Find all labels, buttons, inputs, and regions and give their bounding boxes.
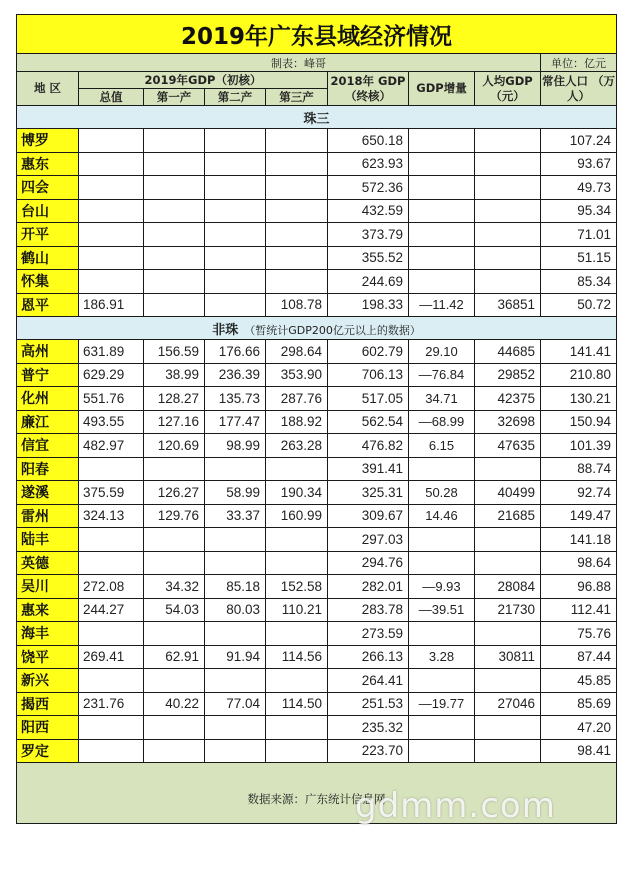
cell-secondary: 33.37 (205, 504, 266, 528)
cell-growth: —68.99 (409, 410, 475, 434)
cell-population: 98.41 (541, 739, 617, 763)
region-cell: 四会 (17, 176, 79, 200)
cell-per-capita: 36851 (475, 293, 541, 317)
cell-total (79, 528, 144, 552)
cell-total: 551.76 (79, 387, 144, 411)
unit-note: 单位：亿元 (541, 54, 617, 72)
table-row (17, 481, 617, 505)
region-cell: 信宜 (17, 434, 79, 458)
cell-total: 493.55 (79, 410, 144, 434)
cell-secondary (205, 457, 266, 481)
cell-tertiary: 298.64 (266, 340, 328, 364)
cell-total: 186.91 (79, 293, 144, 317)
cell-population: 101.39 (541, 434, 617, 458)
cell-gdp2018: 602.79 (328, 340, 409, 364)
cell-growth: 50.28 (409, 481, 475, 505)
region-cell: 英德 (17, 551, 79, 575)
cell-secondary: 77.04 (205, 692, 266, 716)
cell-secondary (205, 223, 266, 247)
cell-gdp2018: 251.53 (328, 692, 409, 716)
header-gdp2018: 2018年 GDP（终核） (328, 72, 409, 106)
table-row (17, 598, 617, 622)
region-cell: 台山 (17, 199, 79, 223)
table-row (17, 199, 617, 223)
cell-primary (144, 246, 205, 270)
cell-per-capita (475, 551, 541, 575)
cell-growth (409, 152, 475, 176)
watermark: gdmm.com (355, 786, 556, 826)
cell-per-capita: 47635 (475, 434, 541, 458)
cell-population: 92.74 (541, 481, 617, 505)
cell-total: 629.29 (79, 363, 144, 387)
region-cell: 遂溪 (17, 481, 79, 505)
header-per-capita: 人均GDP （元） (475, 72, 541, 106)
cell-per-capita: 27046 (475, 692, 541, 716)
cell-gdp2018: 273.59 (328, 622, 409, 646)
region-cell: 惠东 (17, 152, 79, 176)
cell-primary (144, 152, 205, 176)
cell-primary: 128.27 (144, 387, 205, 411)
cell-growth: —11.42 (409, 293, 475, 317)
cell-gdp2018: 650.18 (328, 129, 409, 153)
cell-population: 93.67 (541, 152, 617, 176)
cell-secondary: 58.99 (205, 481, 266, 505)
region-cell: 普宁 (17, 363, 79, 387)
cell-tertiary: 108.78 (266, 293, 328, 317)
cell-primary (144, 293, 205, 317)
cell-population: 51.15 (541, 246, 617, 270)
cell-gdp2018: 355.52 (328, 246, 409, 270)
cell-total: 231.76 (79, 692, 144, 716)
footer-cell (17, 763, 617, 824)
cell-population: 149.47 (541, 504, 617, 528)
cell-tertiary: 353.90 (266, 363, 328, 387)
cell-tertiary: 160.99 (266, 504, 328, 528)
cell-primary (144, 669, 205, 693)
cell-secondary: 85.18 (205, 575, 266, 599)
region-cell: 海丰 (17, 622, 79, 646)
cell-primary: 62.91 (144, 645, 205, 669)
region-cell: 鹤山 (17, 246, 79, 270)
cell-total (79, 457, 144, 481)
cell-per-capita (475, 246, 541, 270)
table-row (17, 622, 617, 646)
cell-per-capita (475, 528, 541, 552)
cell-population: 49.73 (541, 176, 617, 200)
cell-population: 141.18 (541, 528, 617, 552)
cell-tertiary (266, 739, 328, 763)
cell-primary (144, 129, 205, 153)
cell-per-capita (475, 457, 541, 481)
cell-population: 85.34 (541, 270, 617, 294)
table-row (17, 434, 617, 458)
cell-gdp2018: 517.05 (328, 387, 409, 411)
section-header (17, 317, 617, 340)
table-row (17, 457, 617, 481)
cell-growth (409, 716, 475, 740)
cell-growth (409, 223, 475, 247)
header-total: 总值 (79, 89, 144, 106)
cell-growth (409, 199, 475, 223)
cell-per-capita: 44685 (475, 340, 541, 364)
cell-secondary (205, 669, 266, 693)
cell-tertiary (266, 176, 328, 200)
cell-tertiary (266, 246, 328, 270)
cell-total (79, 551, 144, 575)
cell-secondary: 98.99 (205, 434, 266, 458)
cell-tertiary (266, 528, 328, 552)
cell-tertiary: 114.56 (266, 645, 328, 669)
cell-growth: 6.15 (409, 434, 475, 458)
cell-tertiary (266, 129, 328, 153)
cell-per-capita: 28084 (475, 575, 541, 599)
data-source: 数据来源：广东统计信息网 (247, 792, 386, 806)
cell-primary (144, 551, 205, 575)
table-row (17, 504, 617, 528)
cell-gdp2018: 282.01 (328, 575, 409, 599)
cell-primary (144, 457, 205, 481)
cell-gdp2018: 391.41 (328, 457, 409, 481)
cell-gdp2018: 283.78 (328, 598, 409, 622)
cell-secondary (205, 176, 266, 200)
cell-primary: 38.99 (144, 363, 205, 387)
region-cell: 雷州 (17, 504, 79, 528)
header-primary: 第一产 (144, 89, 205, 106)
region-cell: 廉江 (17, 410, 79, 434)
cell-gdp2018: 235.32 (328, 716, 409, 740)
cell-per-capita (475, 129, 541, 153)
cell-total: 244.27 (79, 598, 144, 622)
cell-secondary: 236.39 (205, 363, 266, 387)
cell-gdp2018: 223.70 (328, 739, 409, 763)
cell-primary: 129.76 (144, 504, 205, 528)
cell-gdp2018: 198.33 (328, 293, 409, 317)
cell-total (79, 176, 144, 200)
cell-secondary (205, 129, 266, 153)
cell-total (79, 199, 144, 223)
cell-secondary (205, 622, 266, 646)
section-label: 非珠 (212, 322, 239, 338)
header-region: 地 区 (17, 72, 79, 106)
cell-population: 150.94 (541, 410, 617, 434)
cell-primary (144, 223, 205, 247)
region-cell: 惠来 (17, 598, 79, 622)
region-cell: 开平 (17, 223, 79, 247)
table-row (17, 340, 617, 364)
cell-gdp2018: 264.41 (328, 669, 409, 693)
cell-total: 324.13 (79, 504, 144, 528)
cell-growth (409, 669, 475, 693)
cell-growth: 14.46 (409, 504, 475, 528)
cell-tertiary: 263.28 (266, 434, 328, 458)
cell-secondary (205, 270, 266, 294)
cell-growth (409, 457, 475, 481)
cell-population: 87.44 (541, 645, 617, 669)
table-row (17, 575, 617, 599)
region-cell: 博罗 (17, 129, 79, 153)
cell-per-capita (475, 622, 541, 646)
cell-per-capita: 21730 (475, 598, 541, 622)
table-row (17, 551, 617, 575)
cell-tertiary: 287.76 (266, 387, 328, 411)
cell-tertiary: 152.58 (266, 575, 328, 599)
cell-total (79, 716, 144, 740)
table-row (17, 410, 617, 434)
cell-total (79, 223, 144, 247)
cell-growth (409, 270, 475, 294)
region-cell: 揭西 (17, 692, 79, 716)
region-cell: 怀集 (17, 270, 79, 294)
cell-secondary (205, 293, 266, 317)
region-cell: 吴川 (17, 575, 79, 599)
region-cell: 新兴 (17, 669, 79, 693)
table-row (17, 716, 617, 740)
cell-primary: 126.27 (144, 481, 205, 505)
cell-primary: 120.69 (144, 434, 205, 458)
cell-growth (409, 528, 475, 552)
cell-tertiary: 114.50 (266, 692, 328, 716)
table-row (17, 152, 617, 176)
cell-secondary (205, 528, 266, 552)
table-row (17, 270, 617, 294)
cell-per-capita (475, 716, 541, 740)
cell-total: 482.97 (79, 434, 144, 458)
cell-gdp2018: 476.82 (328, 434, 409, 458)
header-secondary: 第二产 (205, 89, 266, 106)
footer-row (17, 763, 617, 824)
cell-gdp2018: 562.54 (328, 410, 409, 434)
cell-population: 95.34 (541, 199, 617, 223)
cell-population: 130.21 (541, 387, 617, 411)
cell-secondary: 135.73 (205, 387, 266, 411)
table-row (17, 363, 617, 387)
cell-primary (144, 622, 205, 646)
region-cell: 恩平 (17, 293, 79, 317)
cell-population: 71.01 (541, 223, 617, 247)
cell-total: 269.41 (79, 645, 144, 669)
cell-secondary: 176.66 (205, 340, 266, 364)
cell-tertiary (266, 669, 328, 693)
section-label: 珠三 (303, 111, 330, 127)
cell-primary (144, 270, 205, 294)
cell-per-capita: 29852 (475, 363, 541, 387)
cell-primary: 127.16 (144, 410, 205, 434)
cell-tertiary (266, 199, 328, 223)
cell-gdp2018: 266.13 (328, 645, 409, 669)
cell-total (79, 622, 144, 646)
cell-secondary (205, 199, 266, 223)
cell-gdp2018: 623.93 (328, 152, 409, 176)
cell-gdp2018: 432.59 (328, 199, 409, 223)
cell-tertiary: 110.21 (266, 598, 328, 622)
region-cell: 饶平 (17, 645, 79, 669)
cell-tertiary (266, 270, 328, 294)
cell-population: 88.74 (541, 457, 617, 481)
cell-growth: —39.51 (409, 598, 475, 622)
cell-gdp2018: 244.69 (328, 270, 409, 294)
cell-gdp2018: 373.79 (328, 223, 409, 247)
cell-growth: 34.71 (409, 387, 475, 411)
cell-tertiary: 190.34 (266, 481, 328, 505)
cell-total: 375.59 (79, 481, 144, 505)
table-row (17, 246, 617, 270)
cell-primary: 156.59 (144, 340, 205, 364)
cell-tertiary (266, 622, 328, 646)
cell-population: 210.80 (541, 363, 617, 387)
cell-primary: 54.03 (144, 598, 205, 622)
cell-per-capita (475, 223, 541, 247)
region-cell: 化州 (17, 387, 79, 411)
cell-population: 107.24 (541, 129, 617, 153)
region-cell: 阳春 (17, 457, 79, 481)
cell-secondary (205, 246, 266, 270)
cell-growth (409, 246, 475, 270)
table-title: 2019年广东县域经济情况 (17, 15, 617, 54)
table-row (17, 669, 617, 693)
cell-secondary (205, 152, 266, 176)
cell-tertiary: 188.92 (266, 410, 328, 434)
cell-population: 75.76 (541, 622, 617, 646)
cell-population: 141.41 (541, 340, 617, 364)
cell-secondary: 80.03 (205, 598, 266, 622)
cell-total (79, 270, 144, 294)
section-note: （暂统计GDP200亿元以上的数据） (244, 323, 421, 337)
table-row (17, 129, 617, 153)
cell-total: 272.08 (79, 575, 144, 599)
cell-primary (144, 716, 205, 740)
table-row (17, 223, 617, 247)
cell-tertiary (266, 716, 328, 740)
cell-population: 45.85 (541, 669, 617, 693)
cell-tertiary (266, 551, 328, 575)
cell-gdp2018: 297.03 (328, 528, 409, 552)
cell-secondary: 91.94 (205, 645, 266, 669)
cell-per-capita (475, 270, 541, 294)
cell-tertiary (266, 152, 328, 176)
cell-gdp2018: 572.36 (328, 176, 409, 200)
cell-total (79, 129, 144, 153)
cell-primary (144, 739, 205, 763)
cell-per-capita: 30811 (475, 645, 541, 669)
table-row (17, 692, 617, 716)
table-row (17, 176, 617, 200)
cell-population: 98.64 (541, 551, 617, 575)
header-gdp2019: 2019年GDP（初核） (79, 72, 328, 89)
region-cell: 罗定 (17, 739, 79, 763)
table-row (17, 528, 617, 552)
cell-total (79, 246, 144, 270)
author-note: 制表：峰哥 (17, 54, 541, 72)
cell-secondary (205, 739, 266, 763)
cell-growth (409, 551, 475, 575)
cell-growth: 29.10 (409, 340, 475, 364)
cell-secondary (205, 551, 266, 575)
cell-total: 631.89 (79, 340, 144, 364)
cell-growth (409, 176, 475, 200)
cell-per-capita: 40499 (475, 481, 541, 505)
cell-primary: 40.22 (144, 692, 205, 716)
cell-gdp2018: 325.31 (328, 481, 409, 505)
cell-tertiary (266, 223, 328, 247)
cell-per-capita (475, 739, 541, 763)
gdp-table (16, 14, 617, 824)
cell-total (79, 669, 144, 693)
cell-gdp2018: 706.13 (328, 363, 409, 387)
cell-tertiary (266, 457, 328, 481)
cell-growth: —19.77 (409, 692, 475, 716)
cell-population: 47.20 (541, 716, 617, 740)
cell-growth: 3.28 (409, 645, 475, 669)
header-tertiary: 第三产 (266, 89, 328, 106)
cell-primary (144, 199, 205, 223)
cell-secondary (205, 716, 266, 740)
cell-per-capita: 32698 (475, 410, 541, 434)
table-row (17, 739, 617, 763)
cell-growth (409, 129, 475, 153)
table-row (17, 293, 617, 317)
cell-primary: 34.32 (144, 575, 205, 599)
region-cell: 阳西 (17, 716, 79, 740)
cell-population: 112.41 (541, 598, 617, 622)
cell-primary (144, 176, 205, 200)
cell-primary (144, 528, 205, 552)
header-population: 常住人口 （万人） (541, 72, 617, 106)
cell-gdp2018: 309.67 (328, 504, 409, 528)
region-cell: 高州 (17, 340, 79, 364)
region-cell: 陆丰 (17, 528, 79, 552)
cell-per-capita: 42375 (475, 387, 541, 411)
cell-growth: —76.84 (409, 363, 475, 387)
cell-population: 96.88 (541, 575, 617, 599)
section-row (17, 317, 617, 340)
cell-per-capita: 21685 (475, 504, 541, 528)
cell-population: 85.69 (541, 692, 617, 716)
cell-per-capita (475, 199, 541, 223)
header-growth: GDP增量 (409, 72, 475, 106)
cell-per-capita (475, 669, 541, 693)
cell-gdp2018: 294.76 (328, 551, 409, 575)
table-row (17, 387, 617, 411)
cell-population: 50.72 (541, 293, 617, 317)
cell-growth (409, 622, 475, 646)
cell-total (79, 152, 144, 176)
cell-secondary: 177.47 (205, 410, 266, 434)
section-header (17, 106, 617, 129)
cell-total (79, 739, 144, 763)
cell-growth: —9.93 (409, 575, 475, 599)
cell-per-capita (475, 152, 541, 176)
cell-growth (409, 739, 475, 763)
section-row (17, 106, 617, 129)
cell-per-capita (475, 176, 541, 200)
table-row (17, 645, 617, 669)
